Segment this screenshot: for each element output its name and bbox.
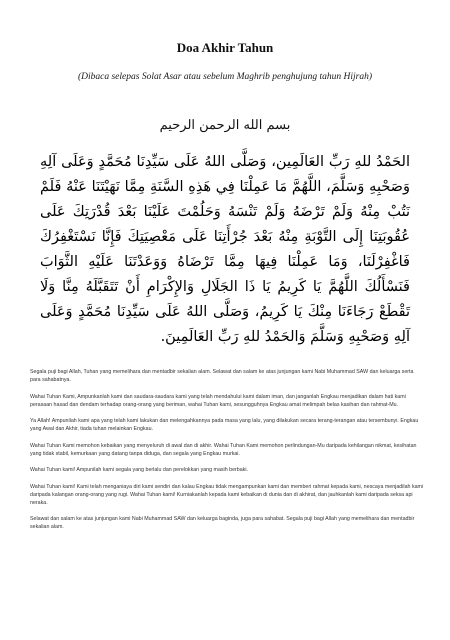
document-subtitle: (Dibaca selepas Solat Asar atau sebelum Maghrib penghujung tahun Hijrah) [77, 72, 373, 82]
translation-paragraph: Wahai Tuhan kami! Kami telah menganiaya diri kami sendiri dan kalau Engkau tidak mengampunkan kami dan memberi rahmat kepada kami, nescaya menjadilah kami daripada kalangan orang-orang yang rugi. Wahai Tuhan kami! Kurniakanlah kepada kami kebaikan di dunia dan di akhirat, dan jauhkanlah kami daripada seksa api neraka. [30, 483, 424, 506]
bismillah-line: بسم الله الرحمن الرحيم [159, 118, 291, 133]
translation-paragraph: Segala puji bagi Allah, Tuhan yang memelihara dan mentadbir sekalian alam. Selawat dan salam ke atas junjungan kami Nabi Muhammad SAW dan keluarga serta para sahabatnya. [30, 369, 414, 383]
translation-paragraph: Selawat dan salam ke atas junjungan kami Nabi Muhammad SAW dan keluarga baginda, juga para sahabat. Segala puji bagi Allah yang memelihara dan mentadbir sekalian alam. [30, 516, 415, 530]
translation-section [30, 368, 424, 540]
translation-paragraph: Wahai Tuhan Kami memohon kebaikan yang menyeluruh di awal dan di akhir. Wahai Tuhan Kami memohon perlindungan-Mu daripada kehilangan nikmat, kesihatan yang tidak stabil, kemurkaan yang datang tanpa diduga, dan segala yang Engkau murkai. [30, 442, 417, 457]
document-title: Doa Akhir Tahun [176, 40, 274, 55]
translation-paragraph: Wahai Tuhan Kami, Ampunkanlah kami dan saudara-saudara kami yang telah mendahului kami dalam iman, dan janganlah Engkau menjadikan dalam hati kami perasaan hasad dan dendam terhadap orang-orang yang beriman, wahai Tuhan kami, sesungguhnya Engkau amat melimpah belas kasihan dan rahmat-Mu. [30, 393, 406, 408]
arabic-prayer-text: الحَمْدُ للهِ رَبِّ العَالَمِين، وَصَلَّى اللهُ عَلَى سَيِّدِنَا مُحَمَّدٍ وَعَلَى آلِهِ وَصَحْبِهِ وَسَلَّمَ، اللَّهُمَّ مَا عَمِلْنَا فِي هَذِهِ السَّنَةِ مِمَّا نَهَيْتَنَا عَنْهُ فَلَمْ نَتُبْ مِنْهُ وَلَمْ تَرْضَهُ وَلَمْ تَنْسَهُ وَحَلُمْتَ عَلَيْنَا بَعْدَ قُدْرَتِكَ عَلَى عُقُوبَتِنَا إِلَى التَّوْبَةِ مِنْهُ بَعْدَ جُرْأَتِنَا عَلَى مَعْصِيَتِكَ فَإِنَّا نَسْتَغْفِرُكَ فَاغْفِرْلَنَا، وَمَا عَمِلْنَا فِيهَا مِمَّا تَرْضَاهُ وَوَعَدْتَنَا عَلَيْهِ الثَّوَابَ فَنَسْأَلُكَ اللَّهُمَّ يَا كَرِيمُ يَا ذَا الجَلَالِ وَالإِكْرَامِ أَنْ تَتَقَبَّلَهُ مِنَّا وَلَا تَقْطَعْ رَجَاءَنَا مِنْكَ يَا كَرِيمُ، وَصَلَّى اللهُ عَلَى سَيِّدِنَا مُحَمَّدٍ وَعَلَى آلِهِ وَصَحْبِهِ وَسَلَّمَ وَالحَمْدُ للهِ رَبِّ العَالَمِينَ. [40, 154, 410, 345]
translation-paragraph: Ya Allah! Ampunilah kami apa yang telah kami lakukan dan melengahkannya pada masa yang lalu, yang dilakukan secara terang-terangan atau tersembunyi. Engkau yang Awal dan Akhir, tiada tuhan melainkan Engkau. [30, 418, 419, 432]
translation-paragraph: Wahai Tuhan kami! Ampunilah kami segala yang berlalu dan perelokkan yang masih berbaki. [30, 467, 248, 473]
